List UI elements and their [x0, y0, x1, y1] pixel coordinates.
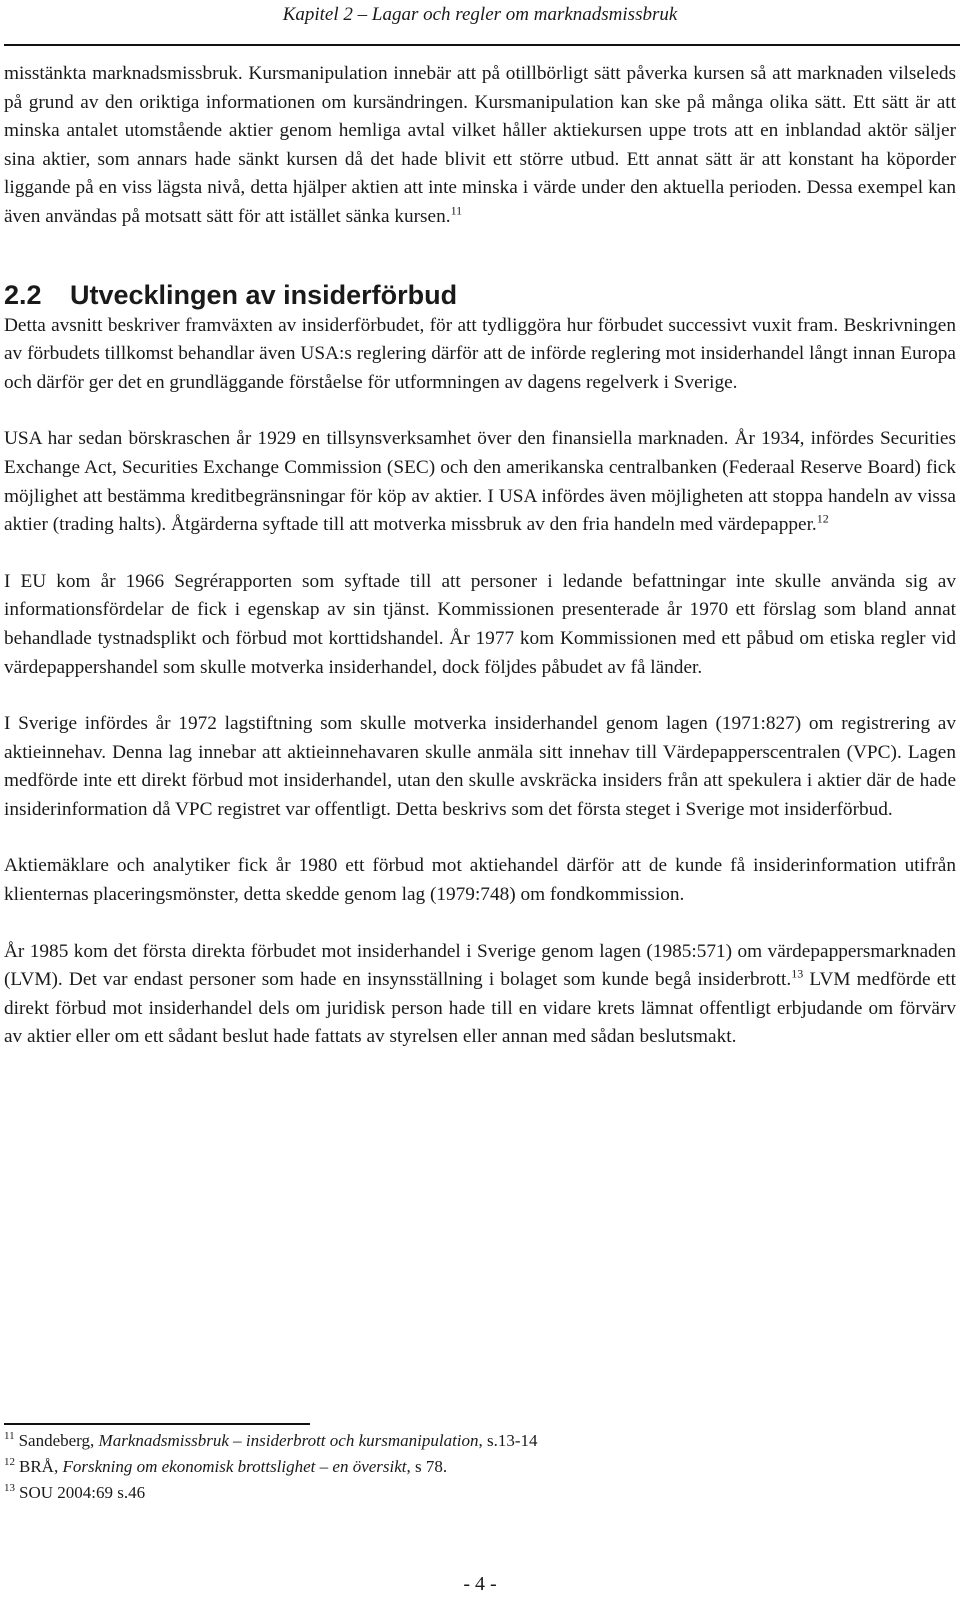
footnotes — [4, 1428, 944, 1506]
paragraph: I Sverige infördes år 1972 lagstiftning som skulle motverka insiderhandel genom lagen (1971:827) om registrering av aktieinnehav. Denna lag innebar att aktieinnehavaren skulle anmäla sitt innehav till Värdepapperscentralen (VPC). Lagen medförde inte ett direkt förbud mot insiderhandel, utan den skulle avskräcka insiders från att spekulera i aktier där de hade insiderinformation då VPC registret var offentligt. Detta beskrivs som det första steget i Sverige mot insiderförbud. — [4, 713, 956, 820]
footnote: $^{11}$ Sandeberg, Marknadsmissbruk – insiderbrott och kursmanipulation, s.13-14 — [4, 1430, 538, 1450]
paragraph: I EU kom år 1966 Segrérapporten som syftade till att personer i ledande befattningar inte skulle använda sig av informationsfördelar de fick i egenskap av sin tjänst. Kommissionen presenterade år 1970 ett förslag som bland annat behandlade tystnadsplikt och förbud mot korttidshandel. År 1977 kom Kommissionen med ett påbud om etiska regler vid värdepappershandel som skulle motverka insiderhandel, dock följdes påbudet av få länder. — [4, 570, 956, 678]
body-text — [4, 60, 956, 1052]
paragraph: År 1985 kom det första direkta förbudet mot insiderhandel i Sverige genom lagen (1985:571) om värdepappersmarknaden (LVM). Det var endast personer som hade en insynsställning i bolaget som kunde begå insiderbrott.$^{13}$ LVM medförde ett direkt förbud mot insiderhandel dels om juridisk person hade till en vidare krets lämnat offentligt erbjudande om förvärv av aktier eller om ett sådant beslut hade fattats av styrelsen eller annan med sådan beslutsmakt. — [4, 940, 956, 1048]
paragraph: Detta avsnitt beskriver framväxten av insiderförbudet, för att tydliggöra hur förbudet successivt vuxit fram. Beskrivningen av förbudets tillkomst behandlar även USA:s reglering därför att de införde reglering mot insiderhandel långt innan Europa och därför ger det en grundläggande förståelse för utformningen av dagens regelverk i Sverige. — [4, 314, 956, 393]
footnote: $^{13}$ SOU 2004:69 s.46 — [4, 1482, 146, 1502]
footnote-ref: 13 — [791, 966, 804, 981]
footnote: $^{12}$ BRÅ, Forskning om ekonomisk brottslighet – en översikt, s 78. — [4, 1456, 448, 1476]
section-title: Utvecklingen av insiderförbud — [70, 279, 458, 310]
paragraph: misstänkta marknadsmissbruk. Kursmanipulation innebär att på otillbörligt sätt påverka kursen så att marknaden vilseleds på grund av den oriktiga informationen om kursändringen. Kursmanipulation kan ske på många olika sätt. Ett sätt är att minska antalet utomstående aktier genom hemliga avtal vilket håller aktiekursen uppe trots att en inblandad aktör säljer sina aktier, som annars hade sänkt kursen då det hade blivit ett större utbud. Ett annat sätt är att konstant ha köporder liggande på en viss lägsta nivå, detta hjälper aktien att inte minska i värde under den aktuella perioden. Dessa exempel kan även användas på motsatt sätt för att istället sänka kursen.$^{11}$ — [4, 63, 956, 227]
footnote-ref: 11 — [450, 203, 463, 218]
section-heading — [4, 278, 956, 312]
running-header: Kapitel 2 – Lagar och regler om marknadsmissbruk — [282, 4, 678, 25]
paragraph: Aktiemäklare och analytiker fick år 1980 ett förbud mot aktiehandel därför att de kunde få insiderinformation utifrån klienternas placeringsmönster, detta skedde genom lag (1979:748) om fondkommission. — [4, 855, 956, 906]
header-rule — [4, 44, 960, 46]
section-number: 2.2 — [4, 279, 42, 310]
footnote-ref: 12 — [816, 511, 829, 526]
footnote-separator — [4, 1423, 310, 1425]
paragraph: USA har sedan börskraschen år 1929 en tillsynsverksamhet över den finansiella marknaden. År 1934, infördes Securities Exchange Act, Securities Exchange Commission (SEC) och den amerikanska centralbanken (Federaal Reserve Board) fick möjlighet att bestämma kreditbegränsningar för köp av aktier. I USA infördes även möjligheten att stoppa handeln av vissa aktier (trading halts). Åtgärderna syftade till att motverka missbruk av den fria handeln med värdepapper.$^{12}$ — [4, 428, 956, 536]
page-number: - 4 - — [463, 1573, 497, 1595]
